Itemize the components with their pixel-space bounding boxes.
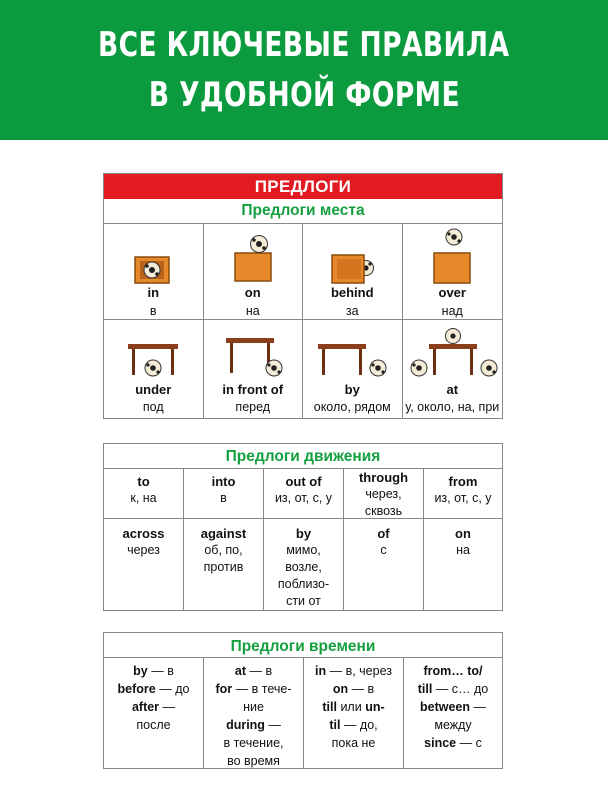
time-translation: — до, — [340, 718, 378, 732]
time-line — [304, 734, 403, 752]
place-cell-over — [403, 224, 503, 320]
time-translation: или — [336, 700, 366, 714]
time-line — [304, 680, 403, 698]
motion-en-label: out of — [285, 474, 322, 489]
banner-title-line-2: В УДОБНОЙ ФОРМЕ — [148, 75, 460, 115]
time-keyword: before — [117, 682, 156, 696]
time-cell — [204, 658, 304, 769]
banner-title-line-1: ВСЕ КЛЮЧЕВЫЕ ПРАВИЛА — [98, 25, 510, 65]
place-cell-behind — [303, 224, 403, 320]
ball-in-front-of-table-icon — [204, 324, 303, 380]
motion-ru-label: из, от, с, у — [274, 491, 333, 505]
time-line — [404, 716, 502, 734]
time-translation: — до — [155, 682, 190, 696]
motion-cell — [264, 519, 344, 610]
motion-ru-label: через — [127, 543, 160, 557]
ball-behind-box-icon — [303, 228, 402, 284]
top-banner — [0, 0, 608, 140]
time-translation: во время — [227, 754, 280, 768]
motion-en-label: of — [377, 526, 390, 541]
place-en-label: over — [438, 285, 466, 300]
motion-ru-label: об, по, против — [203, 543, 244, 574]
motion-cell — [424, 519, 502, 610]
place-cell-at — [403, 320, 503, 418]
motion-en-label: through — [358, 470, 409, 485]
place-en-label: in front of — [222, 382, 284, 397]
motion-cell — [184, 519, 264, 610]
time-translation: — с… до — [432, 682, 489, 696]
time-line — [204, 680, 303, 698]
place-en-label: at — [446, 382, 459, 397]
motion-ru-label: из, от, с, у — [434, 491, 492, 505]
place-ru-label: за — [345, 304, 359, 318]
time-keyword: on — [332, 682, 349, 696]
time-translation: — в — [246, 664, 273, 678]
time-translation: пока не — [331, 736, 376, 750]
time-translation: — — [470, 700, 486, 714]
time-keyword: for — [215, 682, 233, 696]
time-keyword: till — [322, 700, 337, 714]
time-keyword: since — [424, 736, 457, 750]
time-line — [104, 662, 203, 680]
motion-prepositions-panel — [103, 443, 503, 611]
time-translation: ние — [243, 700, 264, 714]
time-translation: — — [264, 718, 281, 732]
time-line — [204, 734, 303, 752]
motion-cell — [344, 519, 424, 610]
time-translation: — в тече- — [232, 682, 292, 696]
time-keyword: from… to/ — [423, 664, 483, 678]
ball-over-box-icon — [403, 228, 503, 284]
place-ru-label: около, рядом — [313, 400, 391, 414]
prepositions-header: ПРЕДЛОГИ — [104, 174, 502, 199]
place-en-label: in — [147, 285, 160, 300]
time-line — [204, 662, 303, 680]
time-line — [204, 716, 303, 734]
time-cell — [104, 658, 204, 769]
time-keyword: un- — [365, 700, 385, 714]
motion-ru-label: к, на — [130, 491, 157, 505]
time-cell — [404, 658, 502, 769]
time-keyword: during — [226, 718, 265, 732]
ball-by-table-icon — [303, 324, 402, 380]
place-prepositions-panel — [103, 173, 503, 419]
balls-at-table-icon — [403, 324, 503, 380]
time-line — [404, 734, 502, 752]
time-section-title: Предлоги времени — [104, 633, 502, 658]
place-cell-in-front-of — [204, 320, 304, 418]
motion-ru-label: мимо, возле, поблизо- сти от — [277, 543, 330, 608]
time-translation: — — [159, 700, 176, 714]
place-ru-label: в — [149, 304, 157, 318]
motion-cell — [184, 469, 264, 519]
time-line — [204, 752, 303, 770]
place-ru-label: под — [142, 400, 164, 414]
time-cell — [304, 658, 404, 769]
motion-en-label: to — [137, 474, 150, 489]
motion-en-label: into — [211, 474, 236, 489]
time-line — [304, 662, 403, 680]
time-grid — [104, 658, 502, 769]
ball-on-box-icon — [204, 228, 303, 284]
motion-section-title: Предлоги движения — [104, 444, 502, 469]
motion-en-label: across — [122, 526, 165, 541]
time-keyword: til — [329, 718, 341, 732]
motion-cell — [104, 469, 184, 519]
time-keyword: by — [133, 664, 148, 678]
place-en-label: behind — [330, 285, 374, 300]
place-en-label: under — [135, 382, 172, 397]
ball-in-box-icon — [104, 228, 203, 284]
time-translation: — в — [348, 682, 375, 696]
time-line — [304, 716, 403, 734]
time-translation: — с — [456, 736, 482, 750]
motion-cell — [424, 469, 502, 519]
place-section-title: Предлоги места — [104, 199, 502, 224]
place-ru-label: у, около, на, при — [405, 400, 500, 414]
time-line — [404, 698, 502, 716]
time-translation: в течение, — [223, 736, 284, 750]
motion-cell — [344, 469, 424, 519]
time-line — [204, 698, 303, 716]
time-translation: — в — [147, 664, 174, 678]
motion-en-label: on — [455, 526, 471, 541]
time-line — [104, 716, 203, 734]
place-cell-on — [204, 224, 304, 320]
time-keyword: between — [420, 700, 471, 714]
time-keyword: in — [315, 664, 327, 678]
motion-ru-label: на — [456, 543, 470, 557]
ball-under-table-icon — [104, 324, 203, 380]
motion-grid — [104, 469, 502, 610]
time-prepositions-panel — [103, 632, 503, 769]
time-keyword: at — [234, 664, 247, 678]
time-line — [404, 680, 502, 698]
time-line — [304, 698, 403, 716]
time-translation: после — [136, 718, 171, 732]
place-en-label: on — [244, 285, 261, 300]
time-keyword: till — [417, 682, 433, 696]
time-translation: — в, через — [326, 664, 392, 678]
place-ru-label: на — [245, 304, 260, 318]
motion-ru-label: через, сквозь — [364, 487, 403, 518]
time-line — [104, 680, 203, 698]
place-ru-label: перед — [235, 400, 271, 414]
time-translation: между — [434, 718, 472, 732]
motion-en-label: from — [448, 474, 478, 489]
motion-ru-label: в — [220, 491, 227, 505]
time-line — [404, 662, 502, 680]
motion-ru-label: с — [380, 543, 387, 557]
time-line — [104, 698, 203, 716]
place-cell-in — [104, 224, 204, 320]
motion-en-label: by — [295, 526, 312, 541]
time-keyword: after — [131, 700, 160, 714]
motion-cell — [104, 519, 184, 610]
place-en-label: by — [344, 382, 360, 397]
motion-en-label: against — [200, 526, 247, 541]
place-cell-under — [104, 320, 204, 418]
place-ru-label: над — [441, 304, 463, 318]
place-grid — [104, 224, 502, 418]
motion-cell — [264, 469, 344, 519]
place-cell-by — [303, 320, 403, 418]
